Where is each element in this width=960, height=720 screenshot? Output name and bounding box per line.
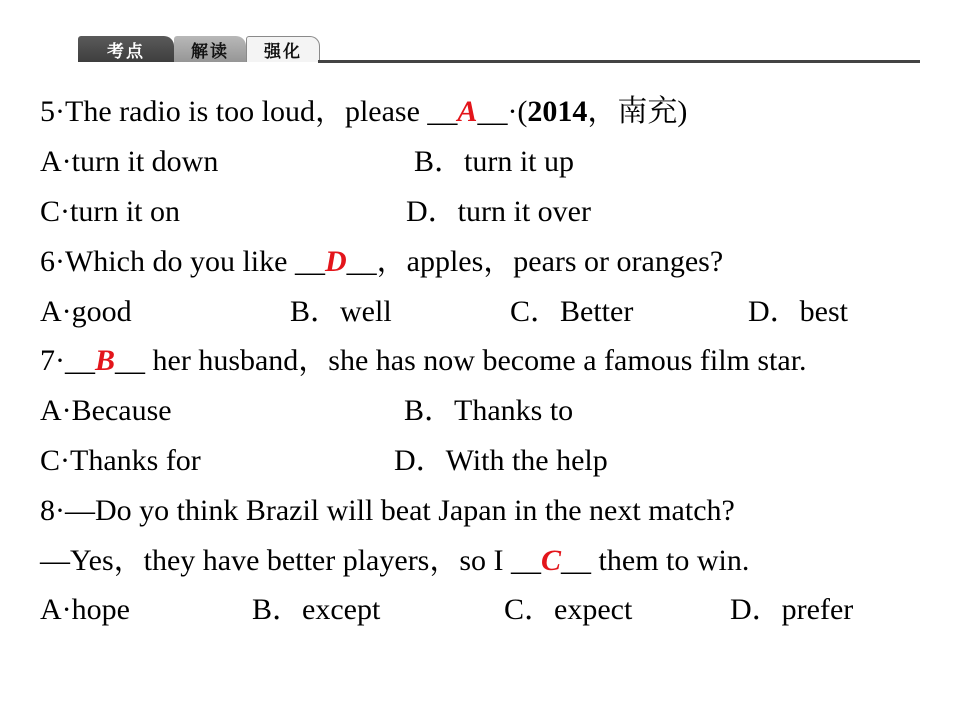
question-7-options-row-1 bbox=[40, 391, 920, 431]
question-7-options-row-2 bbox=[40, 441, 920, 481]
question-5-option-a[interactable]: A·turn it down bbox=[40, 145, 219, 178]
header-tabbar bbox=[78, 36, 920, 64]
question-7-option-c[interactable]: C·Thanks for bbox=[40, 444, 201, 477]
question-8-option-d[interactable]: D．prefer bbox=[730, 593, 854, 626]
question-5-stem bbox=[40, 92, 687, 132]
question-8-text: —Yes，they have better players，so I __ bbox=[40, 544, 542, 577]
tab-jiedu[interactable]: 解读 bbox=[174, 36, 246, 62]
question-7-text: 7·__ bbox=[40, 344, 95, 377]
question-8-reply bbox=[40, 541, 749, 581]
question-6-answer: D bbox=[324, 245, 347, 278]
question-5-option-d[interactable]: D．turn it over bbox=[406, 195, 591, 228]
question-6-option-d[interactable]: D．best bbox=[748, 295, 848, 328]
question-5-source-place: ，南充) bbox=[587, 95, 688, 128]
question-5-text: 5·The radio is too loud，please __ bbox=[40, 95, 458, 128]
question-7-option-a[interactable]: A·Because bbox=[40, 394, 172, 427]
question-5-option-c[interactable]: C·turn it on bbox=[40, 195, 180, 228]
question-6-stem bbox=[40, 242, 723, 282]
question-5-source-year: 2014 bbox=[527, 95, 588, 128]
tab-qianghua[interactable]: 强化 bbox=[246, 36, 320, 62]
question-8-option-a[interactable]: A·hope bbox=[40, 593, 130, 626]
question-6-option-c[interactable]: C．Better bbox=[510, 295, 634, 328]
question-6-text: 6·Which do you like __ bbox=[40, 245, 325, 278]
question-6-option-b[interactable]: B．well bbox=[290, 295, 392, 328]
question-6-text-end: __，apples，pears or oranges? bbox=[346, 245, 724, 278]
question-7-stem bbox=[40, 341, 807, 381]
question-8-answer: C bbox=[541, 544, 562, 577]
question-7-answer: B bbox=[95, 344, 116, 377]
question-7-option-d[interactable]: D．With the help bbox=[394, 444, 608, 477]
question-5-option-b[interactable]: B．turn it up bbox=[414, 145, 575, 178]
question-8-text-end: __ them to win. bbox=[561, 544, 750, 577]
question-8-option-b[interactable]: B．except bbox=[252, 593, 381, 626]
question-5-options-row-2 bbox=[40, 192, 920, 232]
question-5-options-row-1 bbox=[40, 142, 920, 182]
question-7-option-b[interactable]: B．Thanks to bbox=[404, 394, 574, 427]
tab-kaodian[interactable]: 考点 bbox=[78, 36, 174, 62]
question-8-stem: 8·—Do yo think Brazil will beat Japan in the next match? bbox=[40, 494, 735, 527]
question-5-answer: A bbox=[457, 95, 478, 128]
question-6-options-row bbox=[40, 292, 920, 332]
question-7-text-end: __ her husband，she has now become a famous film star. bbox=[115, 344, 807, 377]
question-6-option-a[interactable]: A·good bbox=[40, 295, 132, 328]
question-8-options-row bbox=[40, 590, 920, 630]
header-divider bbox=[318, 60, 920, 63]
question-8-option-c[interactable]: C．expect bbox=[504, 593, 633, 626]
question-5-text-end: __·( bbox=[477, 95, 528, 128]
